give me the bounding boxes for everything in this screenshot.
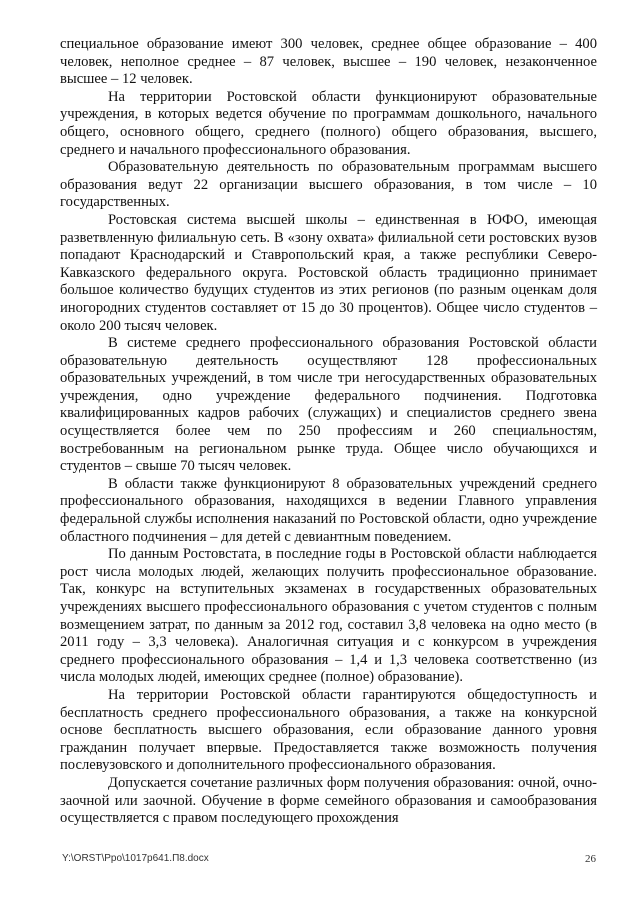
footer-file-path: Y:\ORST\Ppo\1017p641.П8.docx bbox=[62, 853, 209, 864]
paragraph: Допускается сочетание различных форм получения образования: очной, очно-заочной или заочной. Обучение в форме семейного образования и самообразования осуществляется с правом последующего прохождения bbox=[60, 774, 597, 827]
document-body bbox=[60, 36, 597, 828]
paragraph: По данным Ростовстата, в последние годы в Ростовской области наблюдается рост числа молодых людей, желающих получить профессиональное образование. Так, конкурс на вступительных экзаменах в государственных образовательных учреждениях высшего профессионального образования с учетом студентов с полным возмещением затрат, по данным за 2012 год, составил 3,8 человека на одно место (в 2011 году – 3,3 человека). Аналогичная ситуация и с конкурсом в учреждения среднего профессионального образования – 1,4 и 1,3 человека соответственно (из числа молодых людей, имеющих среднее (полное) образование). bbox=[60, 546, 597, 686]
paragraph: На территории Ростовской области функционируют образовательные учреждения, в которых ведется обучение по программам дошкольного, начального общего, основного общего, среднего (полного) общего образования, высшего, среднего и начального профессионального образования. bbox=[60, 88, 597, 158]
paragraph: В системе среднего профессионального образования Ростовской области образовательную деятельность осуществляют 128 профессиональных образовательных учреждений, в том числе три негосударственных образовательных учреждения, одно учреждение федерального подчинения. Подготовка квалифицированных кадров рабочих (служащих) и специалистов среднего звена осуществляется более чем по 250 профессиям и 260 специальностям, востребованным на региональном рынке труда. Общее число обучающихся и студентов – свыше 70 тысяч человек. bbox=[60, 335, 597, 475]
paragraph: Ростовская система высшей школы – единственная в ЮФО, имеющая разветвленную филиальную сеть. В «зону охвата» филиальной сети ростовских вузов попадают Краснодарский и Ставропольский края, а также республики Северо-Кавказского федерального округа. Ростовской область традиционно принимает большое количество будущих студентов из этих регионов (по разным оценкам доля иногородних студентов составляет от 15 до 30 процентов). Общее число студентов – около 200 тысяч человек. bbox=[60, 211, 597, 334]
paragraph: На территории Ростовской области гарантируются общедоступность и бесплатность среднего профессионального образования, а также на конкурсной основе бесплатность высшего образования, если образование данного уровня гражданин получает впервые. Предоставляется также возможность получения послевузовского и дополнительного профессионального образования. bbox=[60, 686, 597, 774]
page-number: 26 bbox=[585, 853, 596, 865]
paragraph: Образовательную деятельность по образовательным программам высшего образования ведут 22 организации высшего образования, в том числе – 10 государственных. bbox=[60, 159, 597, 211]
paragraph: В области также функционируют 8 образовательных учреждений среднего профессионального образования, находящихся в ведении Главного управления федеральной службы исполнения наказаний по Ростовской области, одно учреждение областного подчинения – для детей с девиантным поведением. bbox=[60, 475, 597, 545]
paragraph: специальное образование имеют 300 человек, среднее общее образование – 400 человек, неполное среднее – 87 человек, высшее – 190 человек, незаконченное высшее – 12 человек. bbox=[60, 36, 597, 88]
